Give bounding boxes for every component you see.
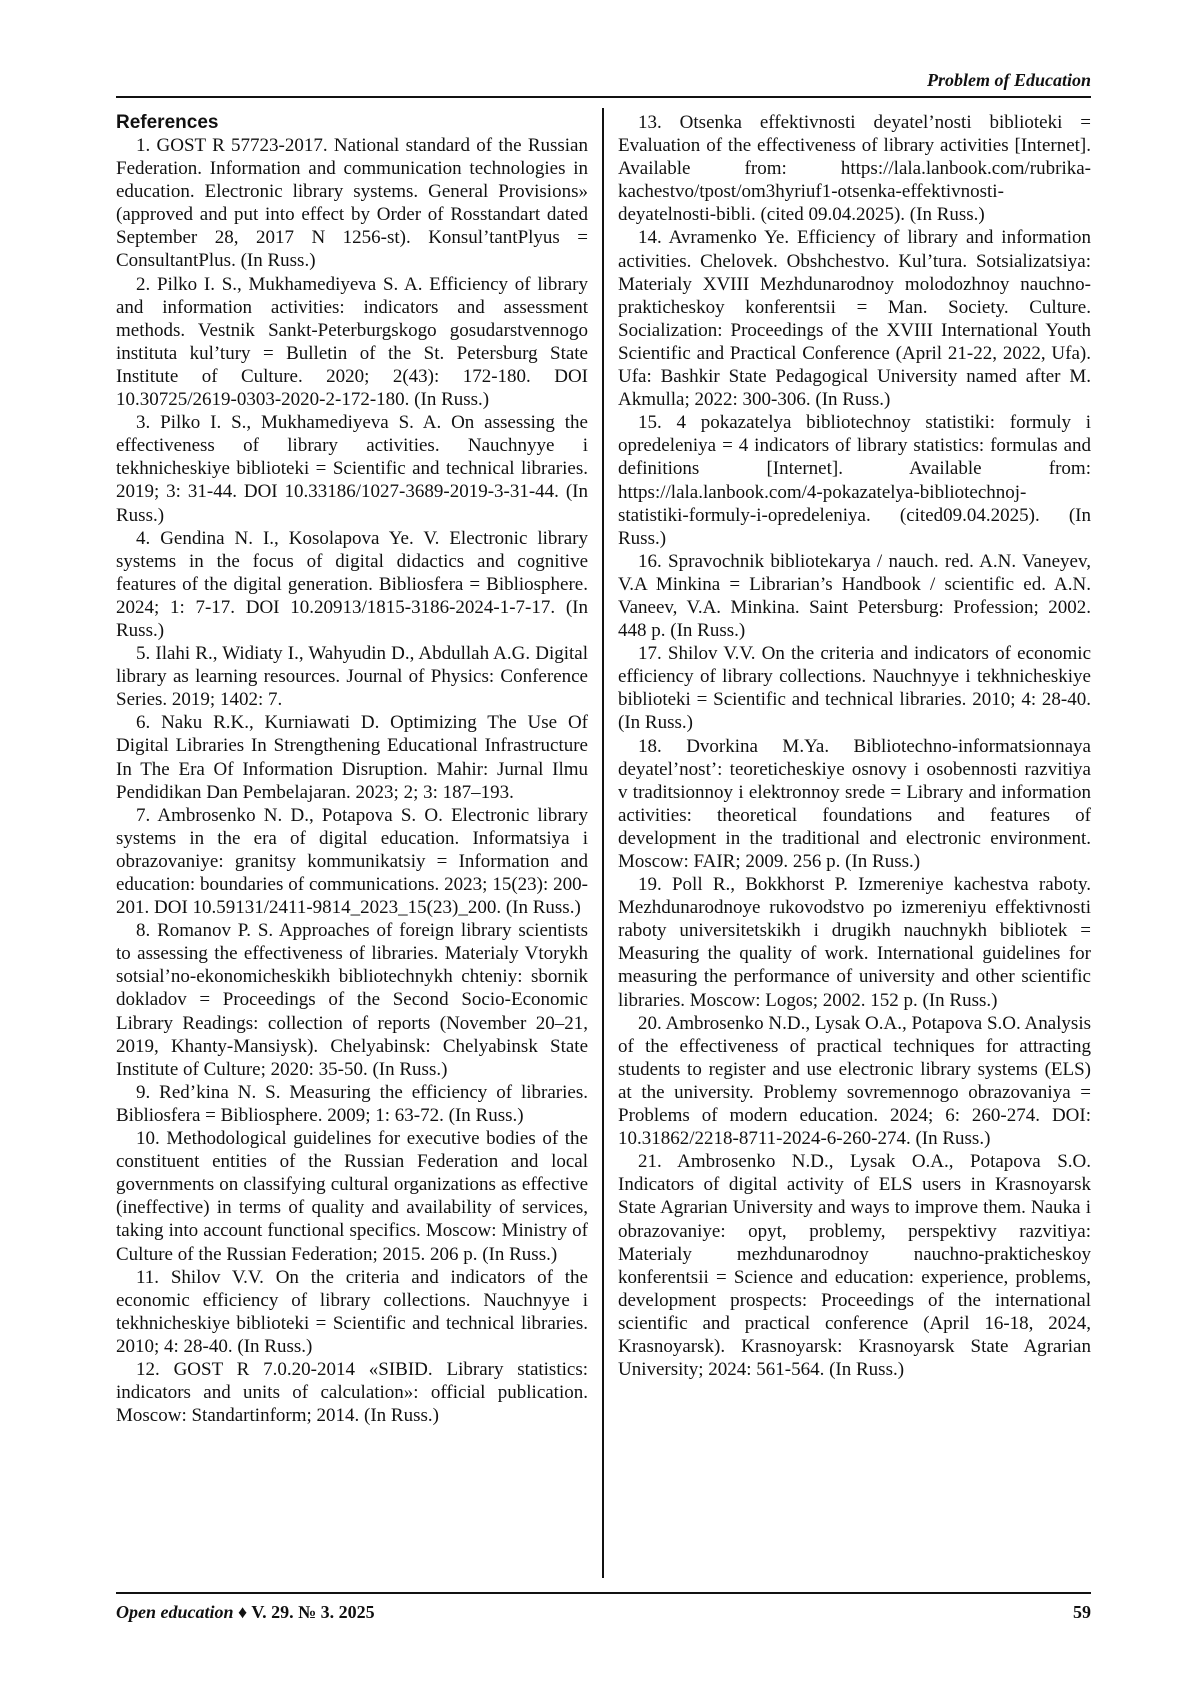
reference-item: 11. Shilov V.V. On the criteria and indicators of the economic efficiency of library collections. Nauchnyye i tekhnicheskiye biblioteki = Scientific and technical libraries. 2010; 4: 28-40. (In Russ.) <box>116 1266 588 1358</box>
reference-item: 8. Romanov P. S. Approaches of foreign library scientists to assessing the effectiveness of libraries. Materialy Vtorykh sotsial’no-ekonomicheskikh bibliotechnykh chteniy: sbornik dokladov = Proceedings of the Second Socio-Economic Library Readings: collection of reports (November 20–21, 2019, Khanty-Mansiysk). Chelyabinsk: Chelyabinsk State Institute of Culture; 2020: 35-50. (In Russ.) <box>116 919 588 1081</box>
references-heading: References <box>116 111 588 134</box>
references-right-column <box>618 111 1091 1381</box>
diamond-separator-icon: ♦ <box>238 1602 247 1622</box>
reference-item: 15. 4 pokazatelya bibliotechnoy statistiki: formuly i opredeleniya = 4 indicators of library statistics: formulas and definitions [Internet]. Available from: https://lala.lanbook.com/4-pokazatelya-bibliotechnoj-statistiki-formuly-i-opredeleniya. (cited09.04.2025). (In Russ.) <box>618 411 1091 550</box>
page-number: 59 <box>1073 1600 1091 1624</box>
reference-item: 21. Ambrosenko N.D., Lysak O.A., Potapova S.O. Indicators of digital activity of ELS users in Krasnoyarsk State Agrarian University and ways to improve them. Nauka i obrazovaniye: opyt, problemy, perspektivy razvitiya: Materialy mezhdunarodnoy nauchno-prakticheskoy konferentsii = Science and education: experience, problems, development prospects: Proceedings of the international scientific and practical conference (April 16-18, 2024, Krasnoyarsk). Krasnoyarsk: Krasnoyarsk State Agrarian University; 2024: 561-564. (In Russ.) <box>618 1150 1091 1381</box>
header-rule <box>116 96 1091 98</box>
reference-item: 6. Naku R.K., Kurniawati D. Optimizing The Use Of Digital Libraries In Strengthening Educational Infrastructure In The Era Of Information Disruption. Mahir: Jurnal Ilmu Pendidikan Dan Pembelajaran. 2023; 2; 3: 187–193. <box>116 711 588 803</box>
footer-journal-name: Open education <box>116 1602 234 1622</box>
reference-item: 16. Spravochnik bibliotekarya / nauch. red. A.N. Vaneyev, V.A Minkina = Librarian’s Handbook / scientific ed. A.N. Vaneev, V.A. Minkina. Saint Petersburg: Profession; 2002. 448 p. (In Russ.) <box>618 550 1091 642</box>
page-footer <box>116 1600 1091 1626</box>
reference-item: 17. Shilov V.V. On the criteria and indicators of economic efficiency of library collections. Nauchnyye i tekhnicheskiye biblioteki = Scientific and technical libraries. 2010; 4: 28-40. (In Russ.) <box>618 642 1091 734</box>
footer-journal-info <box>116 1600 375 1624</box>
column-divider <box>602 108 604 1578</box>
reference-item: 2. Pilko I. S., Mukhamediyeva S. A. Efficiency of library and information activities: indicators and assessment methods. Vestnik Sankt-Peterburgskogo gosudarstvennogo instituta kul’tury = Bulletin of the St. Petersburg State Institute of Culture. 2020; 2(43): 172-180. DOI 10.30725/2619-0303-2020-2-172-180. (In Russ.) <box>116 273 588 412</box>
reference-item: 3. Pilko I. S., Mukhamediyeva S. A. On assessing the effectiveness of library activities. Nauchnyye i tekhnicheskiye biblioteki = Scientific and technical libraries. 2019; 3: 31-44. DOI 10.33186/1027-3689-2019-3-31-44. (In Russ.) <box>116 411 588 526</box>
reference-item: 4. Gendina N. I., Kosolapova Ye. V. Electronic library systems in the focus of digital didactics and cognitive features of the digital generation. Bibliosfera = Bibliosphere. 2024; 1: 7-17. DOI 10.20913/1815-3186-2024-1-7-17. (In Russ.) <box>116 527 588 642</box>
reference-item: 10. Methodological guidelines for executive bodies of the constituent entities of the Russian Federation and local governments on classifying cultural organizations as effective (ineffective) in terms of quality and availability of services, taking into account functional specifics. Moscow: Ministry of Culture of the Russian Federation; 2015. 206 p. (In Russ.) <box>116 1127 588 1266</box>
references-left-column <box>116 111 588 1427</box>
reference-item: 5. Ilahi R., Widiaty I., Wahyudin D., Abdullah A.G. Digital library as learning resources. Journal of Physics: Conference Series. 2019; 1402: 7. <box>116 642 588 711</box>
reference-item: 1. GOST R 57723-2017. National standard of the Russian Federation. Information and communication technologies in education. Electronic library systems. General Provisions» (approved and put into effect by Order of Rosstandart dated September 28, 2017 N 1256-st). Konsul’tantPlyus = ConsultantPlus. (In Russ.) <box>116 134 588 273</box>
reference-item: 9. Red’kina N. S. Measuring the efficiency of libraries. Bibliosfera = Bibliosphere. 2009; 1: 63-72. (In Russ.) <box>116 1081 588 1127</box>
reference-item: 19. Poll R., Bokkhorst P. Izmereniye kachestva raboty. Mezhdunarodnoye rukovodstvo po izmereniyu effektivnosti raboty universitetskikh i drugikh nauchnykh bibliotek = Measuring the quality of work. International guidelines for measuring the performance of university and other scientific libraries. Moscow: Logos; 2002. 152 p. (In Russ.) <box>618 873 1091 1012</box>
footer-issue: V. 29. № 3. 2025 <box>251 1602 374 1622</box>
reference-item: 20. Ambrosenko N.D., Lysak O.A., Potapova S.O. Analysis of the effectiveness of practical techniques for attracting students to register and use electronic library systems (ELS) at the university. Problemy sovremennogo obrazovaniya = Problems of modern education. 2024; 6: 260-274. DOI: 10.31862/2218-8711-2024-6-260-274. (In Russ.) <box>618 1012 1091 1151</box>
reference-item: 14. Avramenko Ye. Efficiency of library and information activities. Chelovek. Obshchestvo. Kul’tura. Sotsializatsiya: Materialy XVIII Mezhdunarodnoy molodozhnoy nauchno-prakticheskoy konferentsii = Man. Society. Culture. Socialization: Proceedings of the XVIII International Youth Scientific and Practical Conference (April 21-22, 2022, Ufa). Ufa: Bashkir State Pedagogical University named after M. Akmulla; 2022: 300-306. (In Russ.) <box>618 226 1091 411</box>
footer-rule <box>116 1592 1091 1594</box>
reference-item: 18. Dvorkina M.Ya. Bibliotechno-informatsionnaya deyatel’nost’: teoreticheskiye osnovy i osobennosti razvitiya v traditsionnoy i elektronnoy srede = Library and information activities: theoretical foundations and features of development in the traditional and electronic environment. Moscow: FAIR; 2009. 256 p. (In Russ.) <box>618 735 1091 874</box>
reference-item: 13. Otsenka effektivnosti deyatel’nosti biblioteki = Evaluation of the effectiveness of library activities [Internet]. Available from: https://lala.lanbook.com/rubrika-kachestvo/tpost/om3hyriuf1-otsenka-effektivnosti-deyatelnosti-bibli. (cited 09.04.2025). (In Russ.) <box>618 111 1091 226</box>
reference-item: 7. Ambrosenko N. D., Potapova S. O. Electronic library systems in the era of digital education. Informatsiya i obrazovaniye: granitsy kommunikatsiy = Information and education: boundaries of communications. 2023; 15(23): 200-201. DOI 10.59131/2411-9814_2023_15(23)_200. (In Russ.) <box>116 804 588 919</box>
reference-item: 12. GOST R 7.0.20-2014 «SIBID. Library statistics: indicators and units of calculation»: official publication. Moscow: Standartinform; 2014. (In Russ.) <box>116 1358 588 1427</box>
running-head-title: Problem of Education <box>116 68 1091 94</box>
